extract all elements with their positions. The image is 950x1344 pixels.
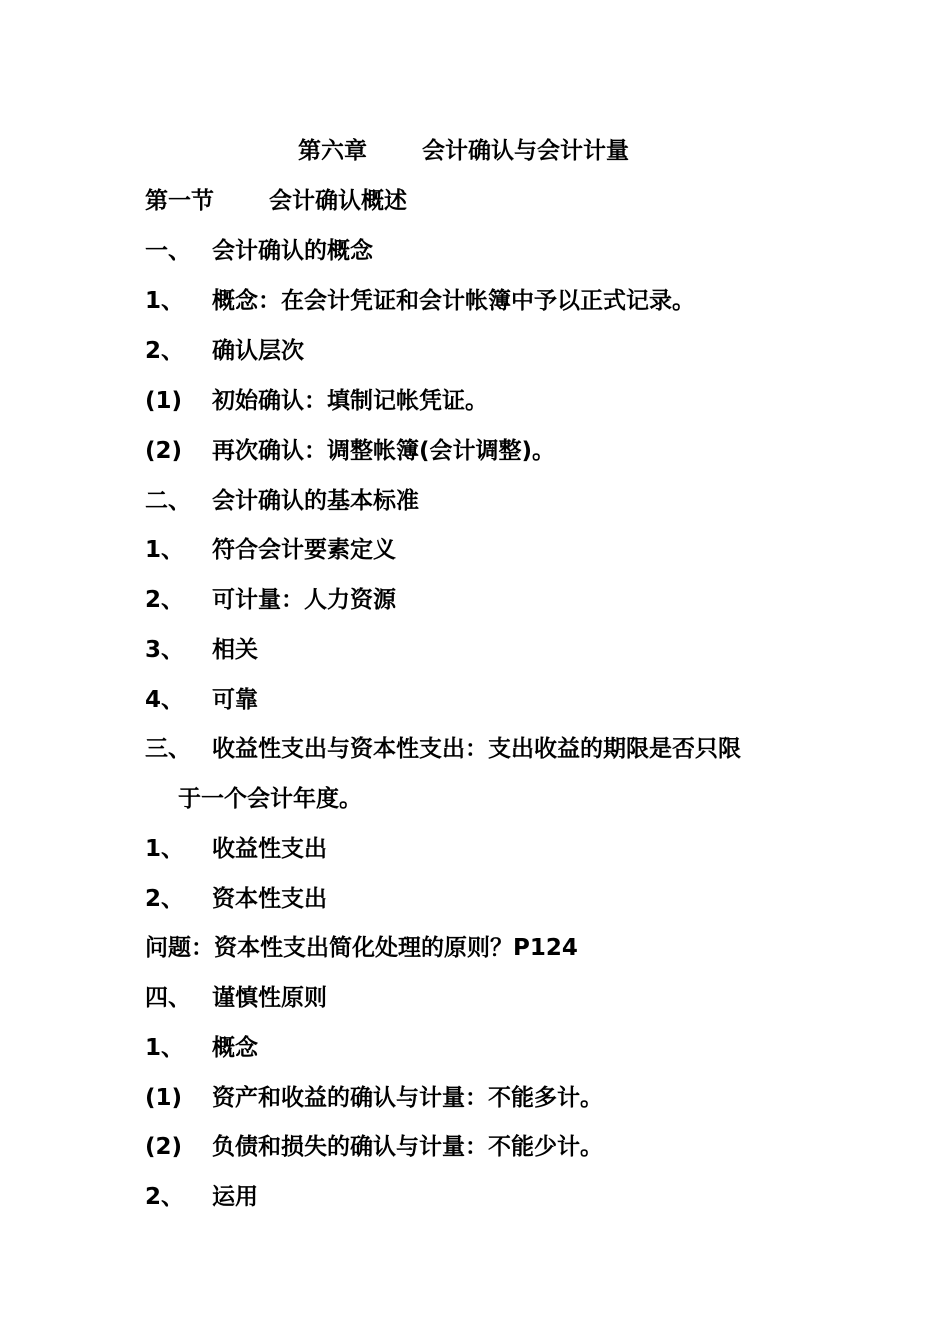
item-text: 资本性支出: [212, 886, 327, 912]
list-item: [145, 532, 396, 568]
item-number: 一、: [145, 238, 191, 264]
item-text: 负债和损失的确认与计量：不能少计。: [212, 1134, 603, 1160]
heading-line: [145, 233, 373, 269]
item-text: 运用: [212, 1184, 258, 1210]
list-item: [145, 1179, 258, 1215]
list-item: [145, 831, 327, 867]
item-number: 二、: [145, 488, 191, 514]
item-number: (2): [145, 1134, 183, 1160]
item-number: 1、: [145, 288, 185, 314]
chapter-title: [298, 133, 629, 169]
item-number: 2、: [145, 886, 185, 912]
item-text: 再次确认：调整帐簿(会计调整)。: [212, 438, 556, 464]
item-number: (2): [145, 438, 183, 464]
item-number: 1、: [145, 836, 185, 862]
item-number: 3、: [145, 637, 185, 663]
item-text: 概念：在会计凭证和会计帐簿中予以正式记录。: [212, 288, 695, 314]
item-text: 确认层次: [212, 338, 304, 364]
item-text: 会计确认的基本标准: [212, 488, 419, 514]
item-number: 2、: [145, 338, 185, 364]
question-line: [145, 930, 578, 966]
heading-line: [145, 980, 327, 1016]
section-heading: [145, 183, 407, 219]
item-text: 可靠: [212, 687, 258, 713]
heading-line: [145, 483, 419, 519]
list-item: [145, 383, 488, 419]
item-text: 相关: [212, 637, 258, 663]
item-text: 资产和收益的确认与计量：不能多计。: [212, 1085, 603, 1111]
item-number: 2、: [145, 587, 185, 613]
section-label: 第一节: [145, 188, 214, 214]
list-item: [145, 582, 396, 618]
item-number: 4、: [145, 687, 185, 713]
item-text: 初始确认：填制记帐凭证。: [212, 388, 488, 414]
heading-line: [145, 731, 741, 767]
item-number: 1、: [145, 537, 185, 563]
list-item: [145, 433, 555, 469]
list-item: [145, 632, 258, 668]
list-item: [145, 283, 695, 319]
list-item: [145, 333, 304, 369]
item-text: 收益性支出: [212, 836, 327, 862]
list-item: [145, 1080, 603, 1116]
item-text: 概念: [212, 1035, 258, 1061]
chapter-title-text: 会计确认与会计计量: [422, 138, 629, 164]
item-number: 1、: [145, 1035, 185, 1061]
item-number: (1): [145, 388, 183, 414]
item-text: 谨慎性原则: [212, 985, 327, 1011]
item-text: 于一个会计年度。: [178, 786, 362, 812]
list-item: [145, 1129, 603, 1165]
item-text: 问题：资本性支出简化处理的原则？P124: [145, 935, 578, 961]
list-item: [145, 881, 327, 917]
item-text: 符合会计要素定义: [212, 537, 396, 563]
list-item: [145, 682, 258, 718]
item-text: 可计量：人力资源: [212, 587, 396, 613]
item-number: 2、: [145, 1184, 185, 1210]
item-text: 会计确认的概念: [212, 238, 373, 264]
list-item: [145, 1030, 258, 1066]
section-heading-text: 会计确认概述: [269, 188, 407, 214]
chapter-label: 第六章: [298, 138, 367, 164]
item-text: 收益性支出与资本性支出：支出收益的期限是否只限: [212, 736, 741, 762]
item-number: (1): [145, 1085, 183, 1111]
continuation-line: [178, 781, 362, 817]
item-number: 四、: [145, 985, 191, 1011]
item-number: 三、: [145, 736, 191, 762]
